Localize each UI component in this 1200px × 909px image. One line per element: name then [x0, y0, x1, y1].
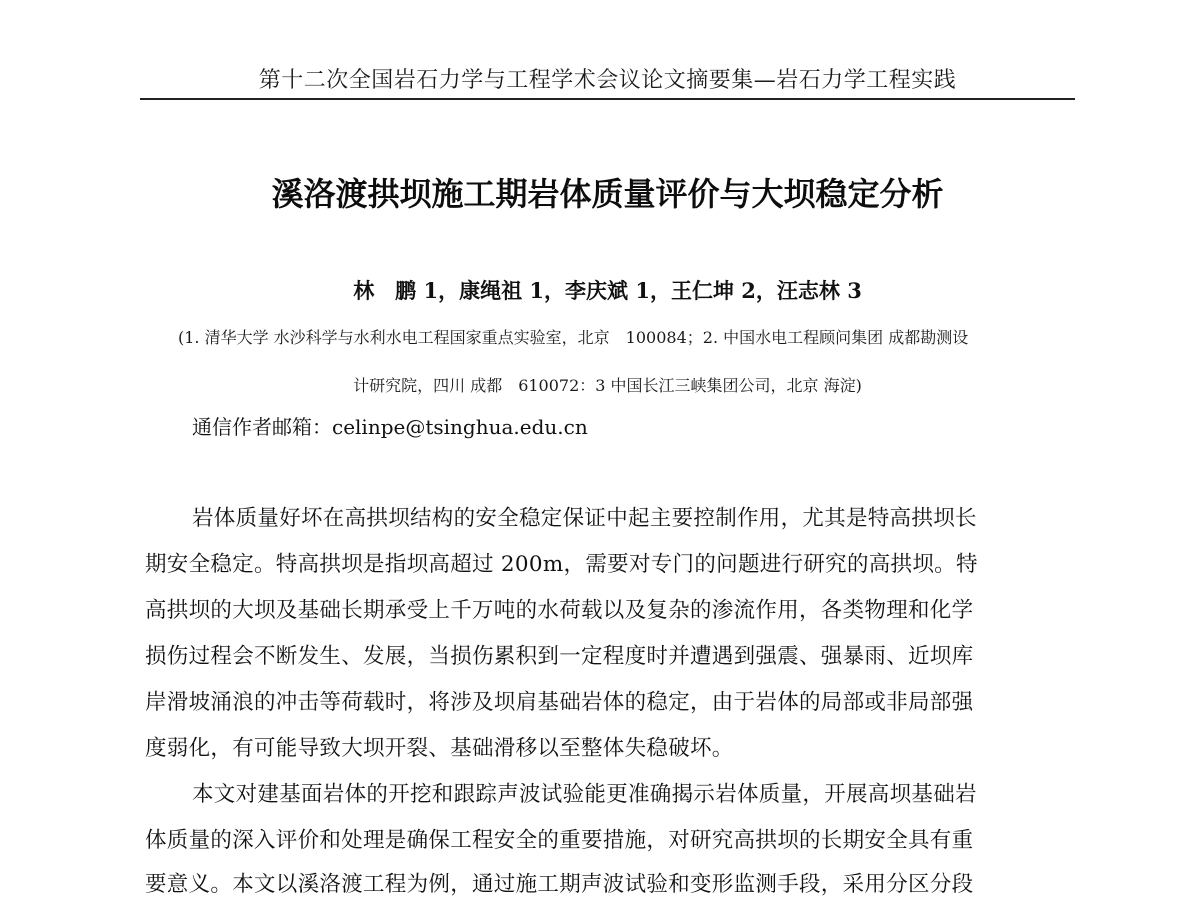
author-list: 林 鹏 1，康绳祖 1，李庆斌 1，王仁坤 2，汪志林 3: [353, 278, 862, 303]
affiliation-line: 计研究院，四川 成都 610072：3 中国长江三峡集团公司，北京 海淀): [353, 376, 862, 395]
body-text-line: 要意义。本文以溪洛渡工程为例，通过施工期声波试验和变形监测手段，采用分区分段: [145, 872, 974, 897]
corresponding-email: 通信作者邮箱：celinpe@tsinghua.edu.cn: [192, 415, 588, 439]
running-header: 第十二次全国岩石力学与工程学术会议论文摘要集—岩石力学工程实践: [258, 68, 957, 93]
body-text-line: 体质量的深入评价和处理是确保工程安全的重要措施，对研究高拱坝的长期安全具有重: [145, 828, 974, 853]
body-text-line: 损伤过程会不断发生、发展，当损伤累积到一定程度时并遭遇到强震、强暴雨、近坝库: [145, 644, 974, 669]
body-text-line: 岸滑坡涌浪的冲击等荷载时，将涉及坝肩基础岩体的稳定，由于岩体的局部或非局部强: [145, 690, 974, 715]
body-text-line: 本文对建基面岩体的开挖和跟踪声波试验能更准确揭示岩体质量，开展高坝基础岩: [192, 782, 977, 807]
body-text-line: 高拱坝的大坝及基础长期承受上千万吨的水荷载以及复杂的渗流作用，各类物理和化学: [145, 598, 974, 623]
header-rule: [140, 98, 1075, 100]
body-text-line: 期安全稳定。特高拱坝是指坝高超过 200m，需要对专门的问题进行研究的高拱坝。特: [145, 552, 978, 577]
body-text-line: 岩体质量好坏在高拱坝结构的安全稳定保证中起主要控制作用，尤其是特高拱坝长: [192, 506, 977, 531]
body-text-line: 度弱化，有可能导致大坝开裂、基础滑移以至整体失稳破坏。: [145, 736, 734, 761]
affiliation-line: (1. 清华大学 水沙科学与水利水电工程国家重点实验室，北京 100084；2. 中国水电工程顾问集团 成都勘测设: [178, 328, 969, 347]
paper-title: 溪洛渡拱坝施工期岩体质量评价与大坝稳定分析: [271, 175, 944, 213]
